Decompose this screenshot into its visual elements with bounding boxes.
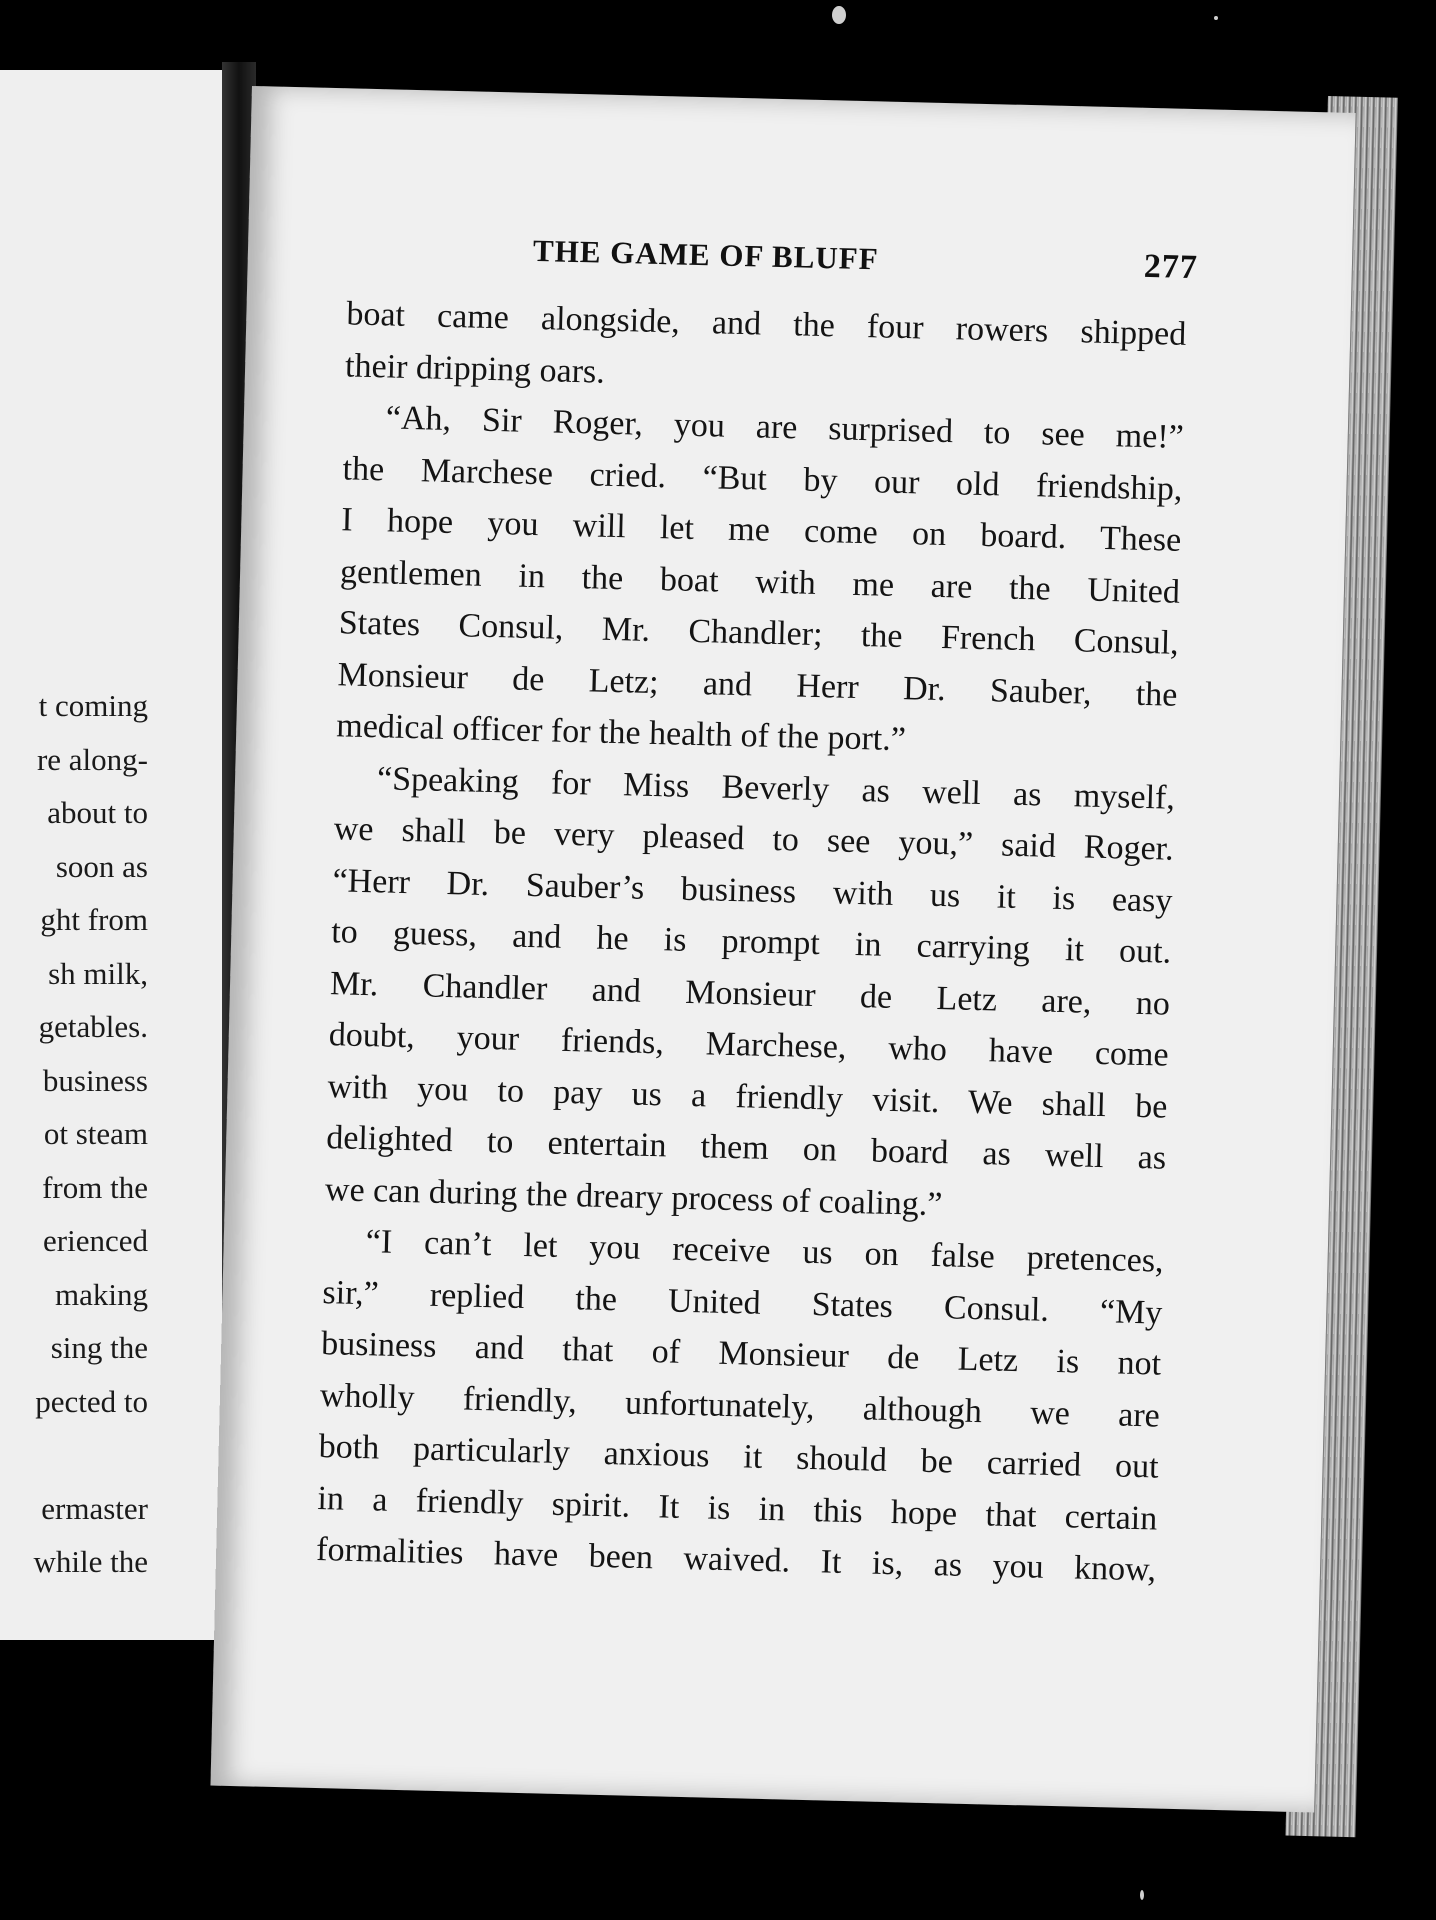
- left-line: re along-: [36, 742, 148, 777]
- left-line: sh milk,: [48, 956, 148, 991]
- text-line: in a friendly spirit. It is in this hope that certain: [317, 1479, 1158, 1538]
- text-line: sir,” replied the United States Consul. “My: [322, 1273, 1163, 1332]
- text-line: doubt, your friends, Marchese, who have come: [328, 1016, 1170, 1074]
- left-line: making: [55, 1277, 148, 1312]
- running-title: THE GAME OF BLUFF: [532, 232, 880, 277]
- text-line: Monsieur de Letz; and Herr Dr. Sauber, the: [337, 655, 1178, 714]
- text-line: both particularly anxious it should be carried out: [318, 1428, 1159, 1486]
- right-page: [210, 86, 1355, 1812]
- text-line: formalities have been waived. It is, as you know,: [315, 1531, 1157, 1589]
- body-text: [316, 288, 1187, 1596]
- text-line: we can during the dreary process of coaling.”: [324, 1170, 943, 1223]
- text-line: medical officer for the health of the port.”: [335, 707, 907, 759]
- text-line: gentlemen in the boat with me are the United: [339, 552, 1181, 611]
- text-line: “I can’t let you receive us on false pretences,: [365, 1223, 1165, 1280]
- text-line: “Ah, Sir Roger, you are surprised to see me!”: [385, 399, 1185, 456]
- left-line: business: [42, 1063, 148, 1098]
- left-line: ght from: [40, 902, 148, 937]
- text-line: “Speaking for Miss Beverly as well as myself,: [376, 759, 1176, 817]
- left-line: erienced: [43, 1223, 148, 1258]
- left-line: from the: [42, 1170, 148, 1205]
- text-line: their dripping oars.: [344, 346, 606, 391]
- left-page: [0, 70, 236, 1640]
- text-line: to guess, and he is prompt in carrying it out.: [330, 913, 1172, 971]
- text-line: I hope you will let me come on board. These: [340, 501, 1182, 559]
- left-line: soon as: [55, 849, 148, 884]
- left-line: t coming: [38, 688, 148, 723]
- left-line: pected to: [35, 1384, 148, 1419]
- text-line: delighted to entertain them on board as well as: [325, 1119, 1167, 1177]
- text-line: Mr. Chandler and Monsieur de Letz are, no: [329, 964, 1171, 1023]
- page-number: 277: [1143, 247, 1199, 287]
- text-line: wholly friendly, unfortunately, although we are: [319, 1376, 1161, 1435]
- left-line: getables.: [38, 1009, 148, 1044]
- left-line: sing the: [50, 1330, 148, 1365]
- text-line: we shall be very pleased to see you,” said Roger.: [333, 810, 1175, 868]
- left-line: about to: [47, 795, 148, 830]
- left-line: while the: [33, 1544, 148, 1579]
- left-line: ot steam: [43, 1116, 148, 1151]
- text-line: with you to pay us a friendly visit. We shall be: [327, 1067, 1168, 1126]
- left-line: ermaster: [41, 1491, 148, 1526]
- text-line: business and that of Monsieur de Letz is not: [320, 1325, 1162, 1383]
- text-line: boat came alongside, and the four rowers shipped: [346, 295, 1187, 353]
- scan-artifact: [1214, 16, 1218, 20]
- scan-artifact: [832, 6, 846, 24]
- scan-artifact: [1140, 1890, 1144, 1900]
- text-line: “Herr Dr. Sauber’s business with us it is easy: [332, 861, 1173, 920]
- text-line: States Consul, Mr. Chandler; the French Consul,: [338, 604, 1180, 662]
- text-line: the Marchese cried. “But by our old friendship,: [342, 449, 1183, 508]
